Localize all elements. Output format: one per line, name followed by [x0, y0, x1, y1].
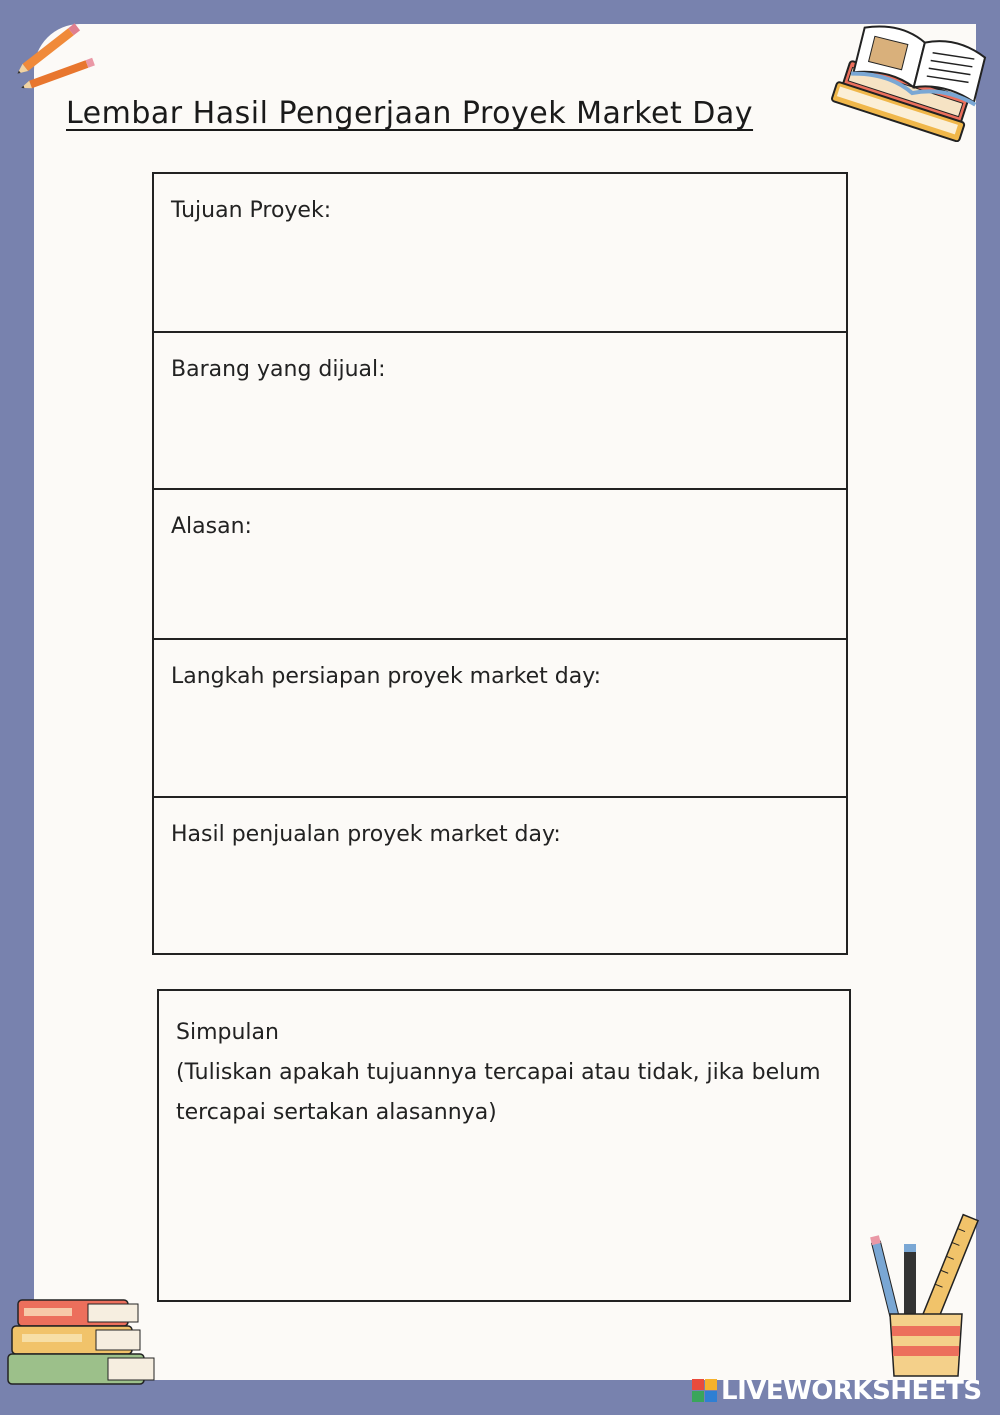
- pencil-cup-icon: [870, 1204, 980, 1384]
- brand-name: LIVEWORKSHEETS: [721, 1376, 982, 1406]
- section-label: Alasan:: [171, 514, 252, 539]
- conclusion-box[interactable]: [157, 989, 851, 1302]
- section-label: Langkah persiapan proyek market day:: [171, 664, 602, 689]
- page-title: Lembar Hasil Pengerjaan Proyek Market Day: [66, 96, 754, 131]
- liveworksheets-brand[interactable]: [692, 1375, 992, 1407]
- conclusion-instruction: (Tuliskan apakah tujuannya tercapai atau tidak, jika belum tercapai sertakan alasannya): [176, 1060, 821, 1125]
- section-langkah-persiapan[interactable]: [154, 640, 846, 798]
- section-alasan[interactable]: [154, 490, 846, 640]
- section-label: Hasil penjualan proyek market day:: [171, 822, 561, 847]
- section-label: Tujuan Proyek:: [171, 198, 332, 223]
- liveworksheets-logo-icon: [692, 1379, 718, 1403]
- project-form-table: [152, 172, 848, 955]
- open-book-icon: [830, 12, 1000, 142]
- section-label: Barang yang dijual:: [171, 357, 386, 382]
- pencil-icon: [14, 12, 104, 102]
- section-hasil-penjualan[interactable]: [154, 798, 846, 953]
- section-tujuan-proyek[interactable]: [154, 174, 846, 333]
- book-stack-icon: [4, 1294, 164, 1389]
- section-barang-dijual[interactable]: [154, 333, 846, 490]
- conclusion-heading: Simpulan: [176, 1020, 279, 1045]
